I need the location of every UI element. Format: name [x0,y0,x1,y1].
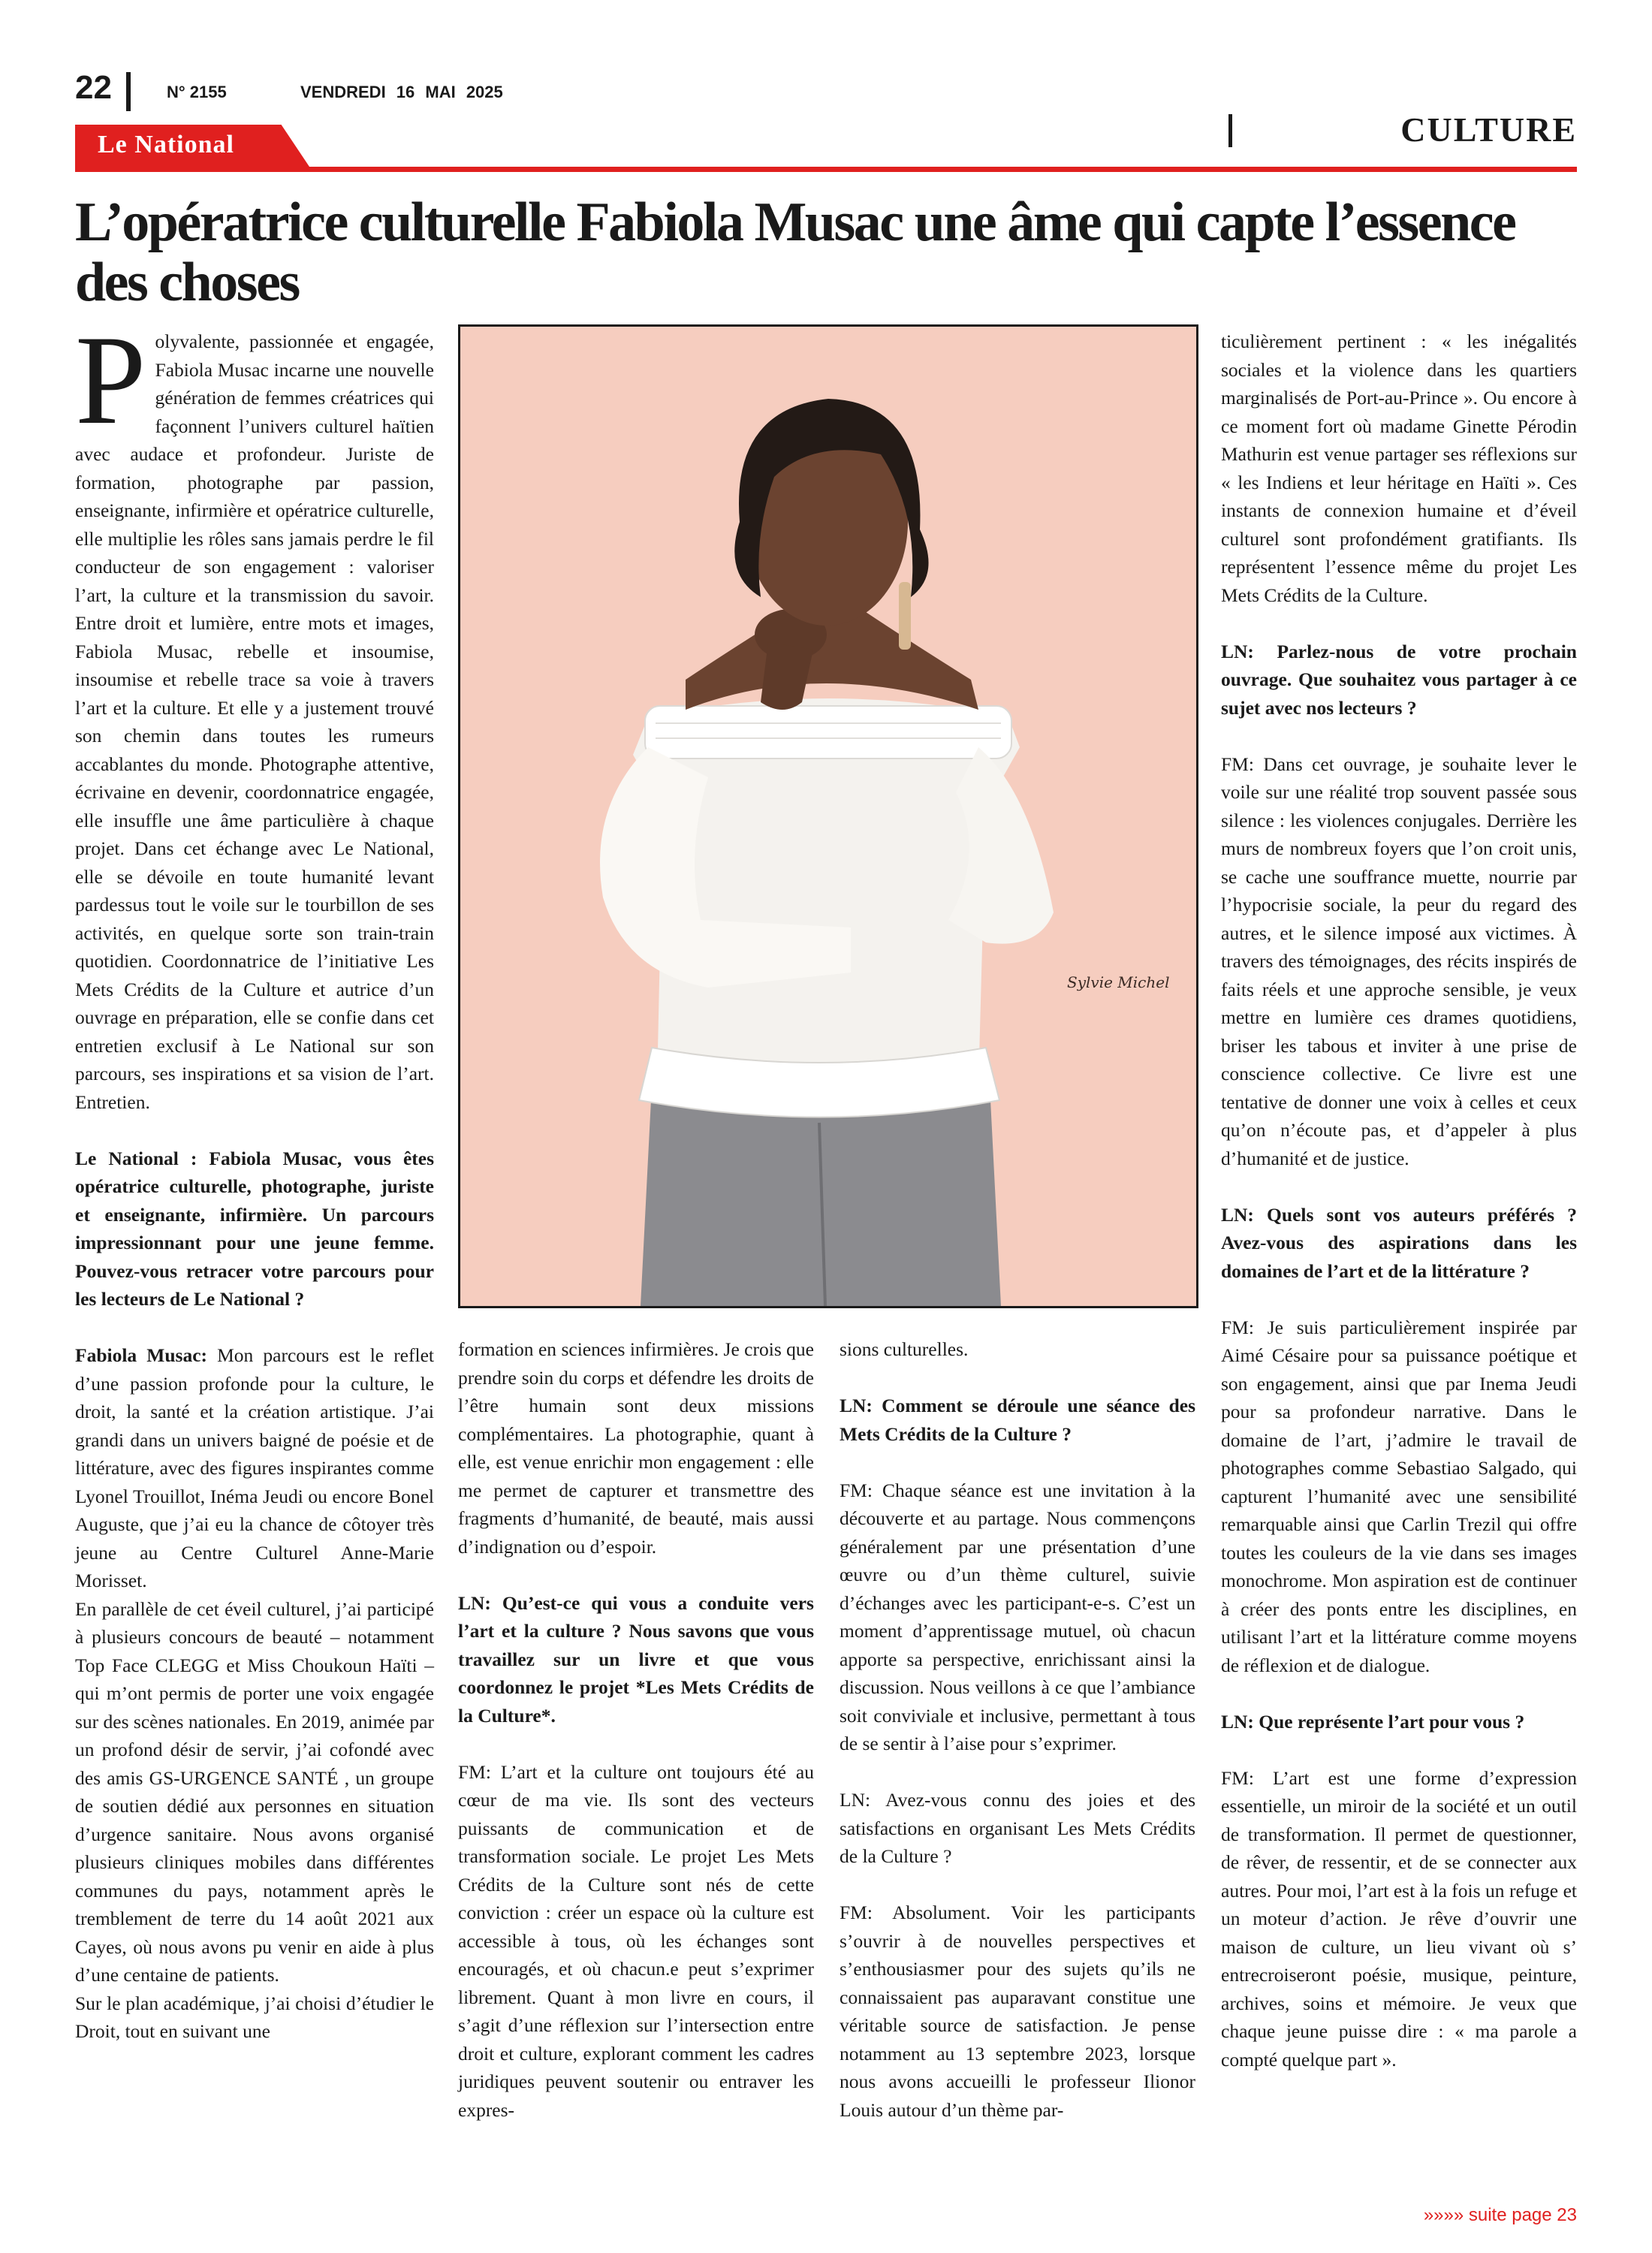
interview-answer: FM: Je suis particulièrement inspirée par Aimé Césaire pour sa puissance poétique et son engagement, ainsi que par Inema Jeudi pour sa profondeur narrative. Dans le domaine de l’art, j’admire le travail de photographes comme Sebastiao Salgado, qui capturent l’humanité avec une sensibilité remarquable ainsi que Carlin Trezil qui offre toutes les couleurs de la vie dans ses images monochrome. Mon aspiration est de continuer à créer des ponts entre les disciplines, en utilisant l’art et la littérature comme moyens de réflexion et de dialogue. [1221,1316,1577,1676]
article-headline: L’opératrice culturelle Fabiola Musac une âme qui capte l’essence des choses [75,192,1515,313]
paragraph: En parallèle de cet éveil culturel, j’ai participé à plusieurs concours de beauté – notamment Top Face CLEGG et Miss Choukoun Haïti – qui m’ont permis de porter une voix engagée sur des scènes nationales. En 2019, animée par un profond désir de servir, j’ai cofondé avec des amis GS-URGENCE SANTÉ , un groupe de soutien dédié aux personnes en situation d’urgence sanitaire. Nous avons organisé plusieurs cliniques mobiles dans différentes communes du pays, notamment après le tremblement de terre du 14 août 2021 aux Cayes, où nous avons pu venir en aide à plus d’une centaine de patients. [75,1597,434,1986]
paragraph: Sur le plan académique, j’ai choisi d’étudier le Droit, tout en suivant une [75,1992,434,2042]
page-number: 22 [75,69,112,106]
article-column-1 [75,309,434,2046]
interview-answer: FM: Dans cet ouvrage, je souhaite lever le voile sur une réalité trop souvent passée sous silence : les violences conjugales. Derrière les murs de nombreux foyers que l’on croit unis, se cache une souffrance muette, nourrie par l’hypocrisie sociale, la peur du regard des autres, et le silence imposé aux victimes. À travers des témoignages, des récits inspirés de faits réels et une approche sensible, je veux mettre en lumière ces drames quotidiens, briser les tabous et inviter à une prise de conscience collective. Ce livre est une tentative de donner une voix à celles et ceux qu’on n’écoute pas, et d’appeler à plus d’humanité et de justice. [1221,753,1577,1169]
interview-answer: Fabiola Musac: Mon parcours est le reflet d’une passion profonde pour la culture, le droit, la santé et la création artistique. J’ai grandi dans un univers baigné de poésie et de littérature, avec des figures inspirantes comme Lyonel Trouillot, Inéma Jeudi ou encore Bonel Auguste, que j’ai eu la chance de côtoyer très jeune au Centre Culturel Anne-Marie Morisset. [75,1344,434,1591]
interview-question: LN: Comment se déroule une séance des Mets Crédits de la Culture ? [840,1395,1195,1445]
issue-number: N° 2155 [167,83,227,101]
interview-answer: FM: L’art et la culture ont toujours été au cœur de ma vie. Ils sont des vecteurs puissants de communication et de transformation sociale. Le projet Les Mets Crédits de la Culture sont nés de cette conviction : créer un espace où la culture est accessible à tous, où les échanges sont encouragés, et où chacun.e peut s’exprimer librement. Quant à mon livre en cours, il s’agit d’une réflexion sur l’intersection entre droit et culture, explorant comment les cadres juridiques peuvent soutenir ou entraver les expres- [458,1760,814,2121]
paragraph: ticulièrement pertinent : « les inégalités sociales et la violence dans les quartiers marginalisés de Port-au-Prince ». Ou encore à ce moment fort où madame Ginette Pérodin Mathurin est venue partager ses réflexions sur « les Indiens et leur héritage en Haïti ». Ces instants de connexion humaine et d’éveil culturel sont profondément gratifiants. Ils représentent l’essence même du projet Les Mets Crédits de la Culture. [1221,330,1577,606]
drop-cap: P [75,309,146,451]
interview-question: LN: Parlez-nous de votre prochain ouvrage. Que souhaitez vous partager à ce sujet avec nos lecteurs ? [1221,640,1577,719]
interview-question: LN: Avez-vous connu des joies et des satisfactions en organisant Les Mets Crédits de la Culture ? [840,1789,1195,1867]
interview-question: LN: Quels sont vos auteurs préférés ? Avez-vous des aspirations dans les domaines de l’art et de la littérature ? [1221,1203,1577,1282]
article-column-3 [840,1335,1195,2124]
paragraph: sions culturelles. [840,1338,969,1360]
continued-link[interactable]: »»»» suite page 23 [1423,2205,1577,2225]
interview-answer: FM: Chaque séance est une invitation à la découverte et au partage. Nous commençons généralement par une présentation d’une œuvre ou d’un thème culturel, suivie d’échanges avec les participant-e-s. C’est un moment d’apprentissage mutuel, où chacun apporte sa perspective, enrichissant ainsi la discussion. Nous veillons à ce que l’ambiance soit conviviale et inclusive, permettant à tous de se sentir à l’aise pour s’exprimer. [840,1479,1195,1754]
lead-paragraph: Polyvalente, passionnée et engagée, Fabiola Musac incarne une nouvelle génération de femmes créatrices qui façonnent l’univers culturel haïtien avec audace et profondeur. Juriste de formation, photographe par passion, enseignante, infirmière et opératrice culturelle, elle multiplie les rôles sans jamais perdre le fil conducteur de son engagement : valoriser l’art, la culture et la transmission du savoir. Entre droit et lumière, entre mots et images, Fabiola Musac, rebelle et insoumise, insoumise et rebelle trace sa voie à travers l’art et la culture. Et elle y a justement trouvé son chemin dans toutes les rumeurs accablantes du monde. Photographe attentive, écrivaine en devenir, coordonnatrice engagée, elle insuffle une âme particulière à chaque projet. Dans cet échange avec Le National, elle se dévoile en toute humanité levant pardessus tout le voile sur le tourbillon de ses activités, en quelque sorte son train-train quotidien. Coordonnatrice de l’initiative Les Mets Crédits de la Culture et autrice d’un ouvrage en préparation, elle se confie dans cet entretien exclusif à Le National sur son parcours, ses inspirations et sa vision de l’art. Entretien. [75,309,434,1113]
article-column-2 [458,1335,814,2124]
publication-date: VENDREDI 16 MAI 2025 [300,83,503,101]
article-photo [458,324,1198,1308]
photo-credit: Sylvie Michel [1067,973,1170,991]
paragraph: formation en sciences infirmières. Je crois que prendre soin du corps et défendre les droits de l’être humain sont deux missions complémentaires. La photographie, quant à elle, est venue enrichir mon engagement : elle me permet de capturer et transmettre des fragments d’humanité, de beauté, mais aussi d’indignation ou d’espoir. [458,1338,814,1558]
interview-answer: FM: L’art est une forme d’expression essentielle, un miroir de la société et un outil de transformation. Il permet de questionner, de rêver, de ressentir, et de se connecter aux autres. Pour moi, l’art est à la fois un refuge et un moteur d’action. Je rêve d’ouvrir une maison de culture, un lieu vivant où s’ entrecroiseront poésie, musique, peinture, archives, soins et mémoire. Je veux que chaque jeune puisse dire : « ma parole a compté quelque part ». [1221,1766,1577,2071]
header-rule [75,167,1577,172]
article-column-4 [1221,327,1577,2074]
section-title: CULTURE [1400,110,1577,149]
interview-question: LN: Qu’est-ce qui vous a conduite vers l’art et la culture ? Nous savons que vous travaillez sur un livre et que vous coordonnez le projet *Les Mets Crédits de la Culture*. [458,1591,814,1727]
interview-answer: FM: Absolument. Voir les participants s’ouvrir à de nouvelles perspectives et s’enthousiasmer pour des sujets qu’ils ne connaissaient pas auparavant constitue une véritable source de satisfaction. Je pense notamment au 13 septembre 2023, lorsque nous avons accueilli le professeur Ilionor Louis autour d’un thème par- [840,1902,1195,2121]
page-number-divider [126,72,131,111]
brand-name: Le National [98,131,234,158]
interview-question: LN: Que représente l’art pour vous ? [1221,1710,1525,1733]
interview-question: Le National : Fabiola Musac, vous êtes opératrice culturelle, photographe, juriste et enseignante, infirmière. Un parcours impressionnant pour une jeune femme. Pouvez-vous retracer votre parcours pour les lecteurs de Le National ? [75,1147,434,1310]
portrait-illustration [460,327,1196,1306]
section-divider [1228,114,1232,147]
